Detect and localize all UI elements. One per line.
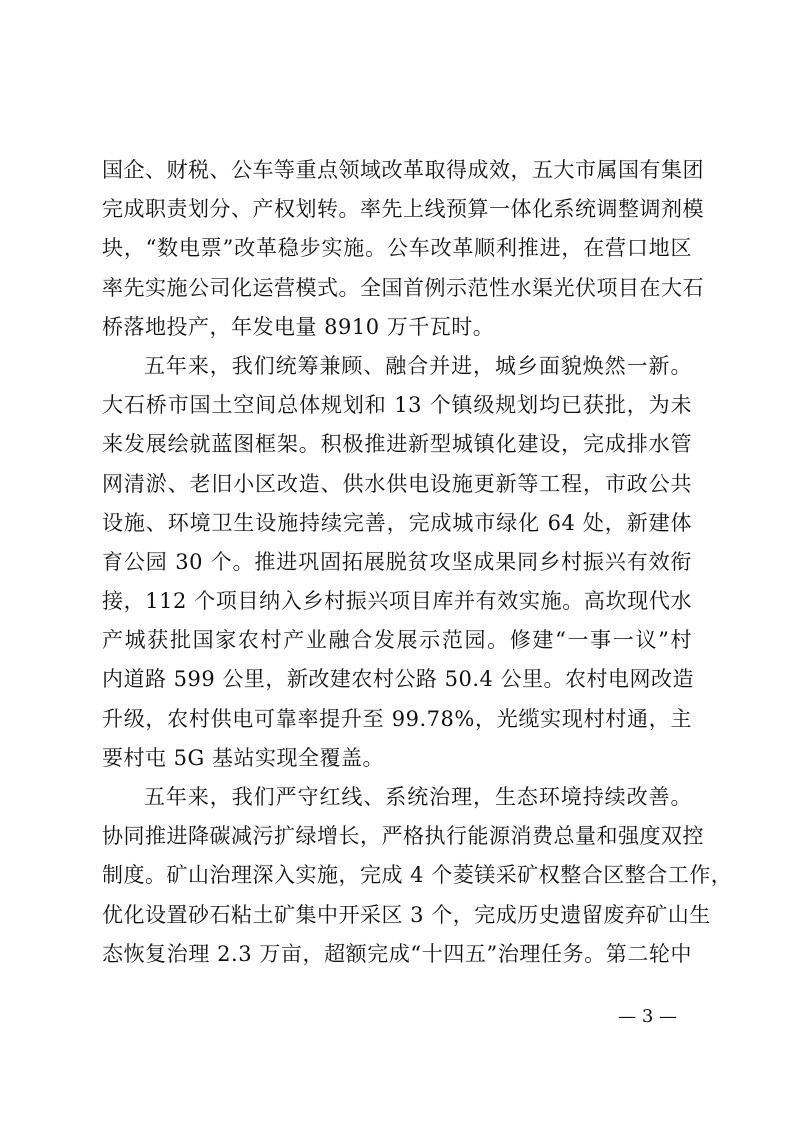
text-line: 态恢复治理 2.3 万亩，超额完成“十四五”治理任务。第二轮中 [102,941,692,966]
text-line: 率先实施公司化运营模式。全国首例示范性水渠光伏项目在大石 [102,275,704,300]
text-line: 完成职责划分、产权划转。率先上线预算一体化系统调整调剂模 [102,197,704,222]
text-line: 要村屯 5G 基站实现全覆盖。 [102,745,384,770]
text-line: 块，“数电票”改革稳步实施。公车改革顺利推进，在营口地区 [102,236,692,261]
text-line: 五年来，我们严守红线、系统治理，生态环境持续改善。 [144,785,692,809]
text-line: 大石桥市国土空间总体规划和 13 个镇级规划均已获批，为未 [102,393,692,418]
text-line: 升级，农村供电可靠率提升至 99.78%，光缆实现村村通，主 [102,706,692,731]
text-line: 国企、财税、公车等重点领域改革取得成效，五大市属国有集团 [102,158,704,182]
text-line: 网清淤、老旧小区改造、供水供电设施更新等工程，市政公共 [102,471,692,496]
text-line: 桥落地投产，年发电量 8910 万千瓦时。 [102,314,495,339]
text-line: 协同推进降碳减污扩绿增长，严格执行能源消费总量和强度双控 [102,824,704,849]
page-number: — 3 — [618,1006,677,1027]
text-line: 设施、环境卫生设施持续完善，完成城市绿化 64 处，新建体 [102,510,692,535]
text-line: 五年来，我们统筹兼顾、融合并进，城乡面貌焕然一新。 [144,353,692,378]
text-line: 来发展绘就蓝图框架。积极推进新型城镇化建设，完成排水管 [102,432,692,457]
text-line: 育公园 30 个。推进巩固拓展脱贫攻坚成果同乡村振兴有效衔 [102,549,692,574]
text-line: 内道路 599 公里，新改建农村公路 50.4 公里。农村电网改造 [102,667,695,692]
body-text [102,151,733,974]
text-line: 优化设置砂石粘土矿集中开采区 3 个，完成历史遗留废弃矿山生 [102,902,711,927]
text-line: 制度。矿山治理深入实施，完成 4 个菱镁采矿权整合区整合工作， [102,863,733,888]
text-line: 产城获批国家农村产业融合发展示范园。修建“一事一议”村 [102,628,692,653]
text-line: 接，112 个项目纳入乡村振兴项目库并有效实施。高坎现代水 [102,589,692,614]
